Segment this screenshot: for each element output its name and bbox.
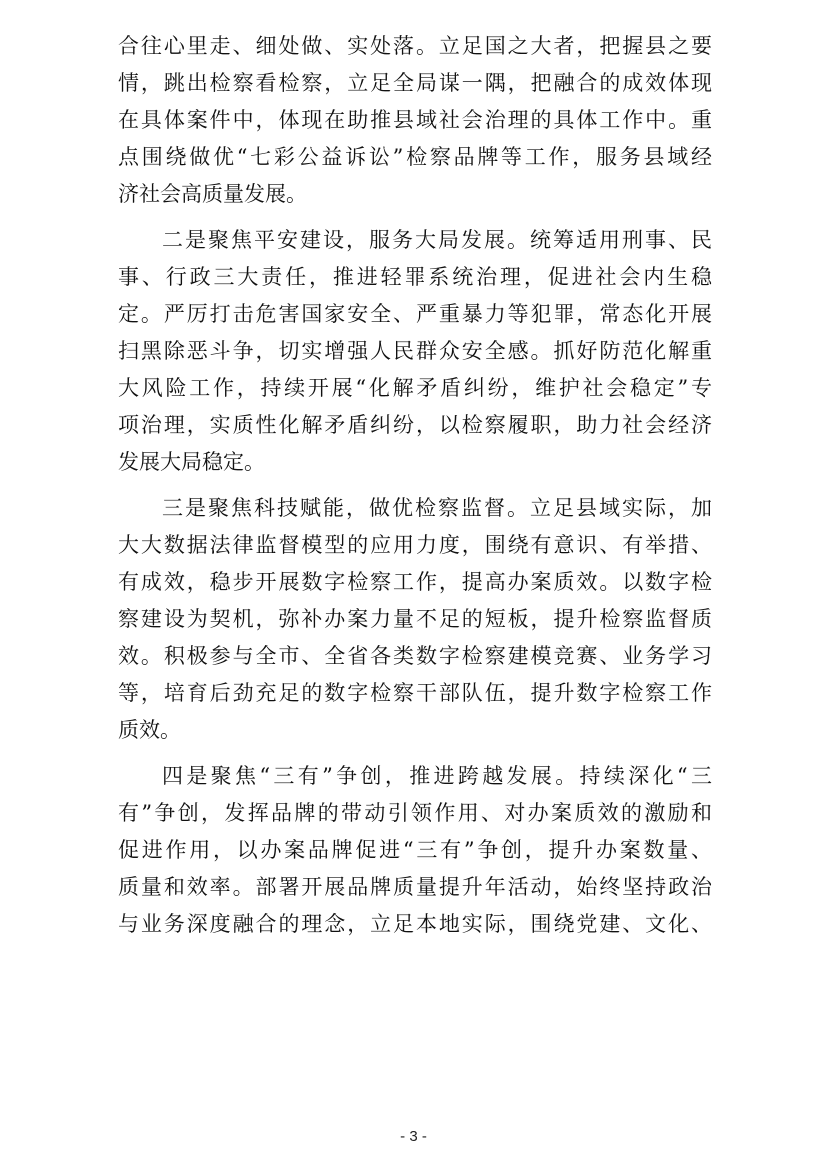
- text-line: 大大数据法律监督模型的应用力度，围绕有意识、有举措、: [118, 533, 712, 557]
- text-line: 情，跳出检察看检察，立足全局谋一隅，把融合的成效体现: [118, 71, 712, 95]
- text-line: 济社会高质量发展。: [118, 182, 307, 206]
- text-line: 定。严厉打击危害国家安全、严重暴力等犯罪，常态化开展: [118, 302, 712, 326]
- text-line: 发展大局稳定。: [118, 450, 265, 474]
- text-line: 大风险工作，持续开展“化解矛盾纠纷，维护社会稳定”专: [118, 376, 712, 400]
- paragraph-3: [118, 490, 712, 749]
- text-line: 与业务深度融合的理念，立足本地实际，围绕党建、文化、: [118, 912, 712, 936]
- text-line: 有”争创，发挥品牌的带动引领作用、对办案质效的激励和: [118, 801, 712, 825]
- page-number: - 3 -: [400, 1128, 427, 1145]
- text-line: 三是聚焦科技赋能，做优检察监督。立足县域实际，加: [162, 496, 712, 520]
- text-line: 察建设为契机，弥补办案力量不足的短板，提升检察监督质: [118, 607, 712, 631]
- text-line: 有成效，稳步开展数字检察工作，提高办案质效。以数字检: [118, 570, 712, 594]
- text-line: 项治理，实质性化解矛盾纠纷，以检察履职，助力社会经济: [118, 413, 712, 437]
- text-line: 在具体案件中，体现在助推县域社会治理的具体工作中。重: [118, 108, 712, 132]
- text-line: 二是聚焦平安建设，服务大局发展。统筹适用刑事、民: [162, 228, 712, 252]
- text-line: 合往心里走、细处做、实处落。立足国之大者，把握县之要: [118, 34, 712, 58]
- text-line: 质效。: [118, 718, 181, 742]
- text-line: 点围绕做优“七彩公益诉讼”检察品牌等工作，服务县域经: [118, 145, 712, 169]
- text-line: 事、行政三大责任，推进轻罪系统治理，促进社会内生稳: [118, 265, 712, 289]
- text-line: 质量和效率。部署开展品牌质量提升年活动，始终坚持政治: [118, 875, 712, 899]
- text-line: 扫黑除恶斗争，切实增强人民群众安全感。抓好防范化解重: [118, 339, 712, 363]
- text-line: 等，培育后劲充足的数字检察干部队伍，提升数字检察工作: [118, 681, 712, 705]
- text-line: 促进作用，以办案品牌促进“三有”争创，提升办案数量、: [118, 838, 712, 862]
- text-line: 效。积极参与全市、全省各类数字检察建模竞赛、业务学习: [118, 644, 712, 668]
- paragraph-2: [118, 222, 712, 481]
- paragraph-1: [118, 28, 712, 213]
- document-body: [118, 28, 712, 943]
- paragraph-4: [118, 758, 712, 943]
- text-line: 四是聚焦“三有”争创，推进跨越发展。持续深化“三: [162, 764, 712, 788]
